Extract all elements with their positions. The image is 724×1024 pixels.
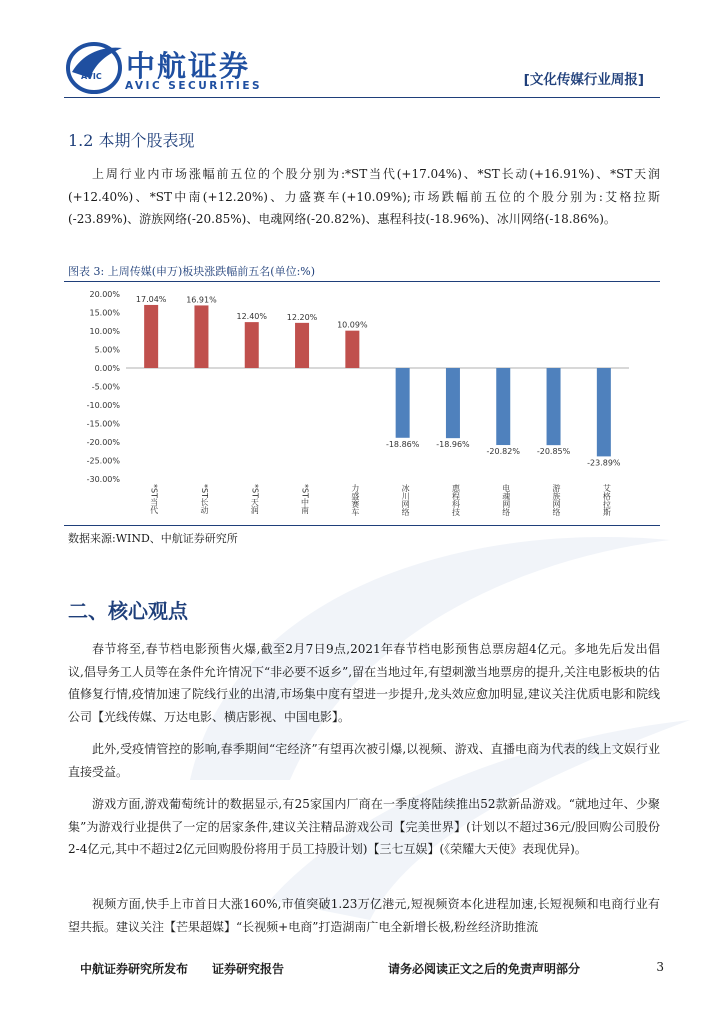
page-number: 3	[656, 960, 664, 974]
x-tick-label: 冰川网络	[401, 484, 411, 516]
x-tick-label: *ST长动	[199, 484, 209, 514]
data-label: -20.82%	[486, 447, 520, 457]
y-tick-label: -25.00%	[86, 456, 120, 466]
y-tick-label: 10.00%	[89, 327, 120, 336]
footer-publisher: 中航证券研究所发布	[80, 962, 189, 976]
y-tick-label: -20.00%	[86, 438, 120, 447]
figure-caption: 图表 3: 上周传媒(申万)板块涨跌幅前五名(单位:%)	[68, 265, 316, 278]
y-tick-label: -10.00%	[86, 401, 120, 410]
x-tick-label: 电魂网络	[501, 484, 511, 516]
data-label: -18.96%	[436, 440, 470, 450]
x-tick-label: 力盛赛车	[350, 484, 360, 516]
data-label: 12.40%	[236, 312, 268, 322]
y-tick-label: 0.00%	[94, 364, 120, 373]
x-tick-label: 艾格拉斯	[602, 484, 612, 516]
bar-chart	[64, 284, 660, 524]
footer-report-type: 证券研究报告	[212, 962, 285, 976]
section-title-2: 二、核心观点	[68, 599, 188, 623]
x-tick-label: *ST中南	[300, 484, 310, 514]
bar	[194, 305, 208, 368]
figure-top-rule	[64, 281, 660, 282]
y-tick-label: 5.00%	[94, 345, 120, 355]
logo-english-name: AVIC SECURITIES	[125, 80, 263, 92]
footer-disclaimer: 请务必阅读正文之后的免责声明部分	[388, 962, 581, 976]
bar	[345, 331, 359, 368]
data-label: -20.85%	[536, 447, 571, 457]
x-tick-label: 游族网络	[552, 484, 562, 516]
section-2-paragraph-3: 游戏方面,游戏葡萄统计的数据显示,有25家国内厂商在一季度将陆续推出52款新品游戏。“就地过年、少聚集”为游戏行业提供了一定的居家条件,建议关注精品游戏公司【完美世界】(计划以不超过36元/股回购公司股份2-4亿元,其中不超过2亿元回购股份将用于员工持股计划)【三七互娱】(《荣耀大天使》表现优异)。	[68, 797, 660, 856]
data-label: -23.89%	[587, 458, 621, 468]
x-tick-label: *ST天润	[250, 484, 260, 514]
section-2-paragraph-1: 春节将至,春节档电影预售火爆,截至2月7日9点,2021年春节档电影预售总票房超4亿元。多地先后发出倡议,倡导务工人员等在条件允许情况下“非必要不返乡”,留在当地过年,有望刺激当地票房的提升,关注电影板块的估值修复行情,疫情加速了院线行业的出清,市场集中度有望进一步提升,龙头效应愈加明显,建议关注优质电影和院线公司【光线传媒、万达电影、横店影视、中国电影】。	[68, 642, 660, 724]
section-1-2-paragraph: 上周行业内市场涨幅前五位的个股分别为:*ST当代(+17.04%)、*ST长动(+16.91%)、*ST天润(+12.40%)、*ST中南(+12.20%)、力盛赛车(+10.09%);市场跌幅前五位的个股分别为:艾格拉斯(-23.89%)、游族网络(-20.85%)、电魂网络(-20.82%)、惠程科技(-18.96%)、冰川网络(-18.86%)。	[68, 167, 660, 226]
y-tick-label: 20.00%	[89, 290, 120, 299]
figure-bottom-rule	[64, 525, 660, 526]
header-divider	[64, 97, 660, 98]
data-label: 12.20%	[286, 312, 318, 322]
data-label: 10.09%	[337, 320, 368, 330]
bar	[295, 323, 309, 368]
section-2-paragraph-4: 视频方面,快手上市首日大涨160%,市值突破1.23万亿港元,短视频资本化进程加速,长短视频和电商行业有望共振。建议关注【芒果超媒】“长视频+电商”打造湖南广电全新增长极,粉丝经济助推流	[68, 897, 660, 934]
figure-source: 数据来源:WIND、中航证券研究所	[68, 532, 238, 545]
section-2-paragraph-2: 此外,受疫情管控的影响,春季期间“宅经济”有望再次被引爆,以视频、游戏、直播电商为代表的线上文娱行业直接受益。	[68, 742, 660, 779]
bar	[496, 368, 510, 445]
section-title-1-2: 1.2 本期个股表现	[68, 131, 195, 150]
page-header	[0, 0, 724, 100]
bar	[396, 368, 410, 438]
report-type-tag: [文化传媒行业周报]	[523, 72, 644, 88]
x-tick-label: 惠程科技	[451, 484, 461, 516]
logo-chinese-name: 中航证券	[126, 49, 251, 83]
bar	[144, 305, 158, 368]
y-tick-label: 15.00%	[89, 308, 120, 318]
data-label: 17.04%	[135, 294, 167, 304]
x-tick-label: *ST当代	[149, 484, 159, 514]
y-tick-label: -30.00%	[86, 475, 120, 484]
data-label: 16.91%	[186, 295, 217, 305]
bar	[446, 368, 460, 438]
y-tick-label: -15.00%	[86, 419, 120, 429]
bar	[597, 368, 611, 456]
logo-badge-text: AVIC	[81, 72, 102, 81]
y-tick-label: -5.00%	[91, 382, 120, 392]
bar	[245, 322, 259, 368]
data-label: -18.86%	[385, 439, 420, 449]
bar	[547, 368, 561, 445]
